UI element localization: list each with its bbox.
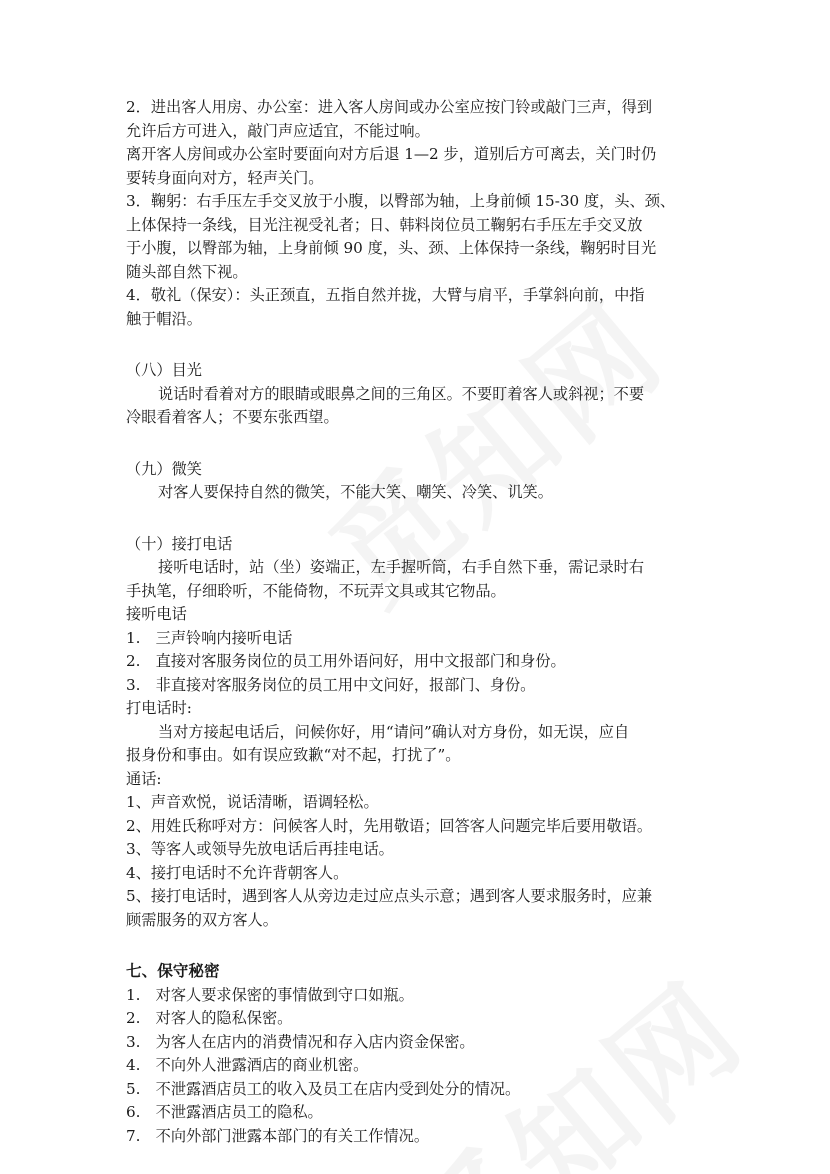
subheading: 接听电话 [126,605,187,623]
list-item: 3. 为客人在店内的消费情况和存入店内资金保密。 [126,1032,475,1051]
list-item: 6. 不泄露酒店员工的隐私。 [126,1103,323,1121]
subheading: 通话: [126,769,162,788]
paragraph-line: 上体保持一条线，目光注视受礼者；日、韩料岗位员工鞠躬右手压左手交叉放 [126,215,643,234]
list-item: 1. 对客人要求保密的事情做到守口如瓶。 [126,985,414,1004]
list-item: 4、接打电话时不允许背朝客人。 [126,863,349,882]
list-item: 3、等客人或领导先放电话后再挂电话。 [126,840,394,858]
chapter-heading: 七、保守秘密 [126,962,220,980]
spacer [126,932,716,960]
paragraph-line: 手执笔，仔细聆听，不能倚物，不玩弄文具或其它物品。 [126,581,506,600]
paragraph-line: 要转身面向对方，轻声关门。 [126,168,324,187]
document-body [126,96,716,1148]
list-item: 7. 不向外部门泄露本部门的有关工作情况。 [126,1126,430,1145]
paragraph-line: 3．鞠躬：右手压左手交叉放于小腹，以臀部为轴，上身前倾 15-30 度，头、颈、 [126,192,676,210]
paragraph-line: 于小腹，以臀部为轴，上身前倾 90 度，头、颈、上体保持一条线，鞠躬时目光 [126,239,657,257]
spacer [126,430,716,458]
list-item: 1. 三声铃响内接听电话 [126,628,293,647]
list-item: 5. 不泄露酒店员工的收入及员工在店内受到处分的情况。 [126,1079,521,1098]
paragraph-line: 4．敬礼（保安）：头正颈直，五指自然并拢，大臂与肩平，手掌斜向前，中指 [126,286,645,304]
paragraph-line: 允许后方可进入，敲门声应适宜，不能过响。 [126,121,430,140]
list-item: 2、用姓氏称呼对方：问候客人时，先用敬语；回答客人问题完毕后要用敬语。 [126,816,653,835]
paragraph-line: 触于帽沿。 [126,309,202,328]
paragraph-line: 接听电话时，站（坐）姿端正，左手握听筒，右手自然下垂，需记录时右 [158,558,644,576]
paragraph-line: 报身份和事由。如有误应致歉“对不起，打扰了”。 [126,746,461,764]
spacer [126,331,716,359]
paragraph-line: 当对方接起电话后，问候你好，用“请问”确认对方身份，如无误，应自 [158,722,630,741]
spacer [126,505,716,533]
paragraph-line: 冷眼看着客人；不要东张西望。 [126,408,339,426]
list-item: 5、接打电话时，遇到客人从旁边走过应点头示意；遇到客人要求服务时，应兼 [126,887,653,905]
section-heading: （十）接打电话 [126,534,233,553]
section-heading: （八）目光 [126,361,202,379]
section-heading: （九）微笑 [126,459,202,478]
subheading: 打电话时: [126,699,192,717]
paragraph-line: 随头部自然下视。 [126,262,248,281]
list-item: 2. 对客人的隐私保密。 [126,1009,293,1027]
list-item: 3. 非直接对客服务岗位的员工用中文问好，报部门、身份。 [126,675,536,694]
paragraph-line: 离开客人房间或办公室时要面向对方后退 1—2 步，道别后方可离去，关门时仍 [126,145,657,163]
list-item: 2. 直接对客服务岗位的员工用外语问好，用中文报部门和身份。 [126,652,566,670]
list-item: 4. 不向外人泄露酒店的商业机密。 [126,1056,369,1074]
paragraph-line: 说话时看着对方的眼睛或眼鼻之间的三角区。不要盯着客人或斜视；不要 [158,384,644,403]
list-item-continuation: 顾需服务的双方客人。 [126,910,278,929]
list-item: 1、声音欢悦，说话清晰，语调轻松。 [126,793,379,811]
paragraph-line: 对客人要保持自然的微笑，不能大笑、嘲笑、冷笑、讥笑。 [158,483,553,501]
paragraph-line: 2．进出客人用房、办公室：进入客人房间或办公室应按门铃或敲门三声，得到 [126,98,653,116]
